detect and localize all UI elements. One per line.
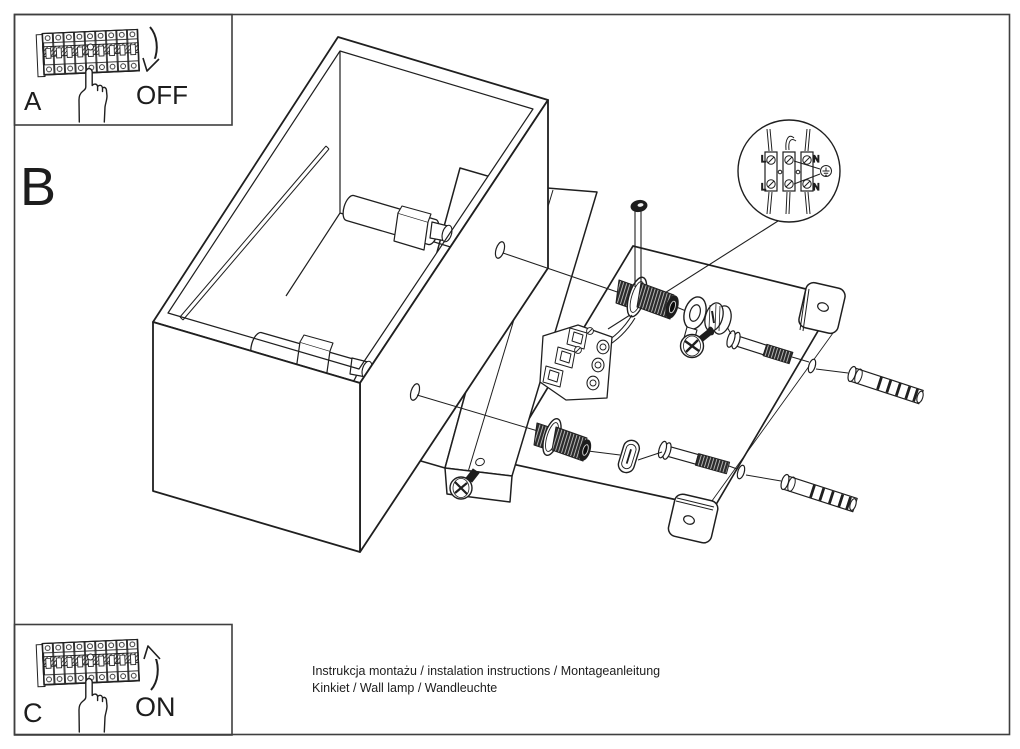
step-c-label: C [23, 698, 43, 728]
label-l-bottom: L [760, 182, 766, 192]
wall-anchor-top [846, 366, 924, 404]
footer-line1: Instrukcja montażu / instalation instructions / Montageanleitung [312, 664, 661, 678]
plate-hole-top [807, 358, 817, 373]
footer-captions [312, 664, 660, 695]
wiring-detail-circle [738, 120, 840, 222]
terminal-strip-icon [765, 152, 813, 191]
step-a-action: OFF [136, 80, 188, 110]
step-c-panel [23, 639, 176, 732]
label-n-top: N [813, 154, 820, 164]
arrow-up-icon [144, 646, 160, 690]
label-n-bottom: N [813, 182, 820, 192]
ground-icon [821, 166, 832, 177]
step-c-action: ON [135, 692, 176, 722]
lamp-tube-top [343, 195, 454, 250]
wall-anchor-bottom [779, 474, 857, 512]
step-a-panel [24, 27, 188, 122]
terminal-block [540, 325, 612, 400]
label-l-top: L [760, 154, 766, 164]
step-b-label: B [20, 157, 57, 217]
footer-line2: Kinkiet / Wall lamp / Wandleuchte [312, 681, 498, 695]
step-a-label: A [24, 86, 42, 116]
arrow-down-icon [143, 27, 159, 71]
